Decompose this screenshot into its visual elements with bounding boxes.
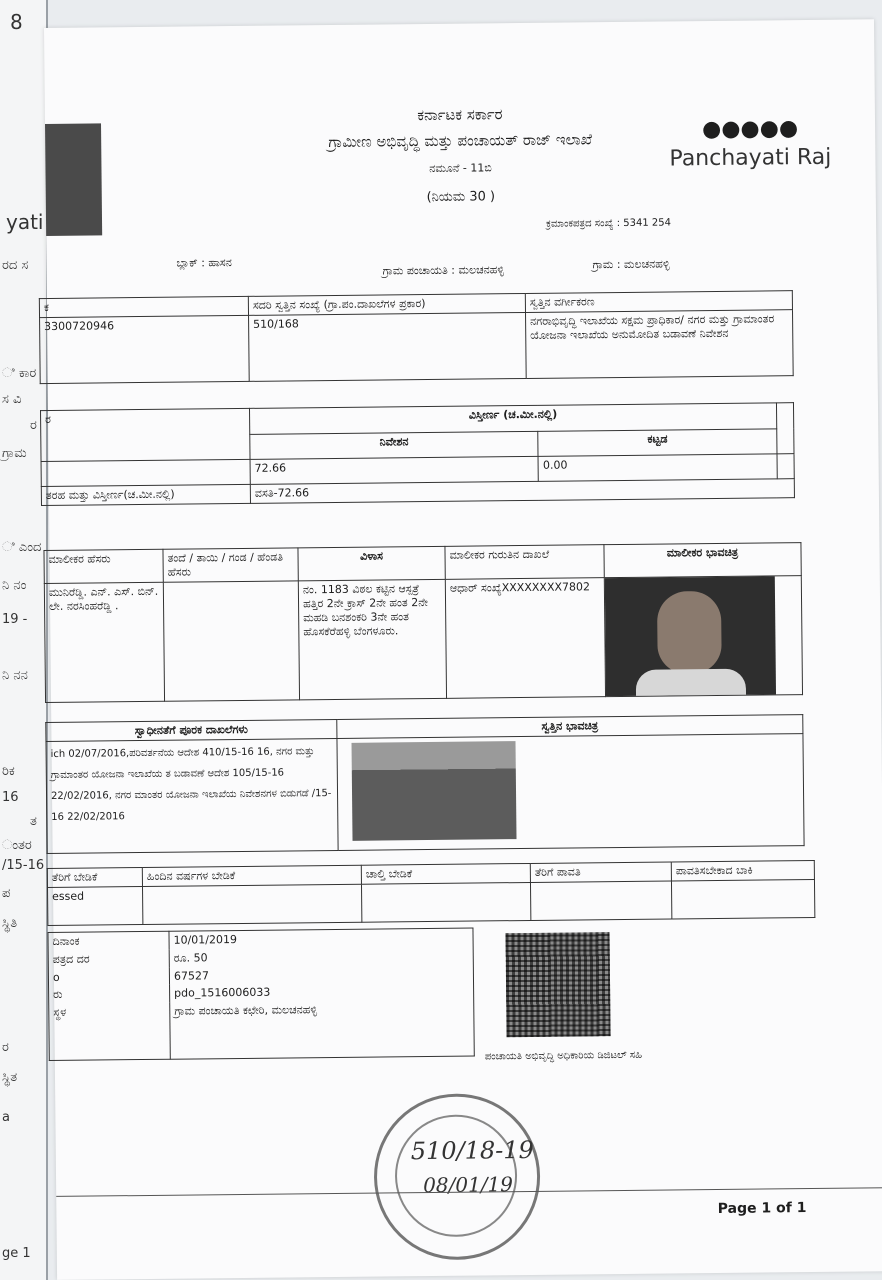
receipt-label: o <box>48 968 169 986</box>
strip-fragment: ಿ ಎಂದ <box>2 540 42 555</box>
office-seal-stamp <box>373 1093 541 1261</box>
area-table <box>40 402 795 506</box>
strip-fragment: ge 1 <box>2 1246 31 1261</box>
documents-header: ಸ್ವಾಧೀನತೆಗೆ ಪೂರಕ ದಾಖಲೆಗಳು <box>46 719 337 741</box>
panchayati-raj-logo <box>665 116 836 172</box>
area-row-label: ರ <box>41 408 251 461</box>
strip-fragment: /15-16 <box>2 858 45 873</box>
strip-fragment: ರ <box>2 1040 9 1055</box>
issue-details-table <box>47 928 474 1061</box>
property-details-table <box>39 290 794 384</box>
strip-fragment: ಸ್ಥಿತ <box>2 1070 18 1085</box>
page-number: Page 1 of 1 <box>717 1200 807 1218</box>
strip-fragment: ಪ <box>2 886 11 901</box>
current-demand-header: ಚಾಲ್ತಿ ಬೇಡಿಕೆ <box>361 863 530 884</box>
owner-id-document: ಆಧಾರ್ ಸಂಖ್ಯೆXXXXXXXX7802 <box>445 578 605 699</box>
relation-header: ತಂದೆ / ತಾಯಿ / ಗಂಡ / ಹೆಂಡತಿ ಹೆಸರು <box>163 548 298 582</box>
property-classification: ನಗರಾಭಿವೃದ್ಧಿ ಇಲಾಖೆಯ ಸಕ್ಷಮ ಪ್ರಾಧಿಕಾರ/ ನಗರ ಮತ್ತು ಗ್ರಾಮಾಂತರ ಯೋಜನಾ ಇಲಾಖೆಯ ಅನುಮೋದಿತ ಬಡಾವಣೆ ನಿವೇಶನ <box>526 310 794 379</box>
gram-panchayat-name: ಗ್ರಾಮ ಪಂಚಾಯತಿ : ಮಲಚನಹಳ್ಳಿ <box>382 263 505 278</box>
owner-name: ಮುನಿರೆಡ್ಡಿ. ಎನ್. ಎಸ್. ಬಿನ್. ಲೇ. ನರಸಿಂಹರೆಡ್ಡಿ . <box>44 582 164 702</box>
previous-demand-value <box>142 884 361 924</box>
building-area-value: 0.00 <box>538 454 777 481</box>
strip-fragment: 16 <box>2 790 19 805</box>
block-name: ಬ್ಲಾಕ್ : ಹಾಸನ <box>176 256 232 270</box>
village-name: ಗ್ರಾಮ : ಮಲಚನಹಳ್ಳಿ <box>592 257 670 272</box>
strip-fragment: ತ <box>30 814 37 829</box>
strip-fragment: 19 - <box>2 612 28 627</box>
owner-photo-header: ಮಾಲೀಕರ ಭಾವಚಿತ್ರ <box>604 543 801 578</box>
header-department: ಗ್ರಾಮೀಣ ಅಭಿವೃದ್ಧಿ ಮತ್ತು ಪಂಚಾಯತ್ ರಾಜ್ ಇಲಾಖೆ <box>328 130 593 152</box>
relation-name <box>163 581 299 701</box>
col-classification-header: ಸ್ವತ್ತಿನ ವರ್ಗೀಕರಣ <box>525 291 792 313</box>
col-property-id-header: ಕ <box>39 296 248 317</box>
previous-demand-header: ಹಿಂದಿನ ವರ್ಷಗಳ ಬೇಡಿಕೆ <box>142 865 361 886</box>
property-id: 3300720946 <box>40 315 250 383</box>
issue-date: 10/01/2019 <box>169 928 473 950</box>
strip-fragment: 8 <box>10 10 23 34</box>
area-values-label <box>41 459 250 486</box>
owner-shirt-image <box>636 669 746 696</box>
people-logo-icon: ●●●●● <box>701 116 799 143</box>
strip-fragment: ಸ ವಿ <box>2 392 22 407</box>
header-rule: (ನಿಯಮ 30 ) <box>426 189 496 206</box>
tax-paid-value <box>530 881 671 920</box>
property-photo-header: ಸ್ವತ್ತಿನ ಭಾವಚಿತ್ರ <box>337 715 803 739</box>
certificate-page <box>44 19 882 1280</box>
building-label: ಕಟ್ಟಡ <box>538 428 777 456</box>
strip-fragment: ನಿ ನನ <box>2 668 28 683</box>
property-photo <box>352 741 517 841</box>
strip-fragment: ಿ ಕಾರ <box>2 366 37 381</box>
user-id: pdo_1516006033 <box>170 982 474 1003</box>
digital-signature-label: ಪಂಚಾಯತಿ ಅಭಿವೃದ್ಧಿ ಅಧಿಕಾರಿಯ ಡಿಜಿಟಲ್ ಸಹಿ <box>484 1049 643 1063</box>
col-property-number-header: ಸದರಿ ಸ್ವತ್ತಿನ ಸಂಖ್ಯೆ (ಗ್ರಾ.ಪಂ.ದಾಖಲೆಗಳ ಪ್ರಕಾರ) <box>248 293 525 315</box>
owner-table <box>43 542 803 703</box>
tax-demand-value: essed <box>48 887 143 926</box>
area-header: ವಿಸ್ತೀರ್ಣ (ಚ.ಮೀ.ನಲ್ಲಿ) <box>249 403 776 434</box>
balance-due-header: ಪಾವತಿಸಬೇಕಾದ ಬಾಕಿ <box>671 860 814 880</box>
owner-photo <box>605 576 776 696</box>
seal-handwritten-number: 510/18-19 <box>410 1135 535 1166</box>
certificate-number: ಕ್ರಮಾಂಕಪತ್ರದ ಸಂಖ್ಯೆ : 5341 254 <box>546 217 672 230</box>
property-number: 510/168 <box>249 312 527 381</box>
place-label: ಸ್ಥಳ <box>49 1003 171 1060</box>
site-area-value: 72.66 <box>250 456 539 484</box>
tax-demand-header: ತೆರಿಗೆ ಬೇಡಿಕೆ <box>47 868 142 888</box>
receipt-number: 67527 <box>169 965 473 985</box>
strip-fragment: ನಿ ನಂ <box>2 578 27 593</box>
issue-place: ಗ್ರಾಮ ಪಂಚಾಯತಿ ಕಛೇರಿ, ಮಲಚನಹಳ್ಳಿ <box>170 1000 475 1059</box>
area-empty-cell <box>776 403 794 454</box>
address-header: ವಿಳಾಸ <box>298 546 445 581</box>
owner-name-header: ಮಾಲೀಕರ ಹೆಸರು <box>44 549 163 583</box>
previous-page-strip <box>0 0 48 1280</box>
area-values-empty <box>777 454 794 479</box>
header-form-number: ನಮೂನೆ - 11ಬಿ <box>429 161 492 175</box>
tax-table <box>47 860 816 926</box>
certificate-fee: ರೂ. 50 <box>169 947 473 968</box>
header-government: ಕರ್ನಾಟಕ ಸರ್ಕಾರ <box>417 105 503 125</box>
user-label: ರು <box>49 985 170 1004</box>
date-label: ದಿನಾಂಕ <box>48 931 169 951</box>
qr-code-icon <box>506 932 611 1037</box>
strip-fragment: ರಿಕ <box>2 764 15 779</box>
logo-text: Panchayati Raj <box>669 144 832 172</box>
strip-fragment: ಸ್ಥಿತಿ <box>2 916 18 931</box>
owner-id-header: ಮಾಲೀಕರ ಗುರುತಿನ ದಾಖಲೆ <box>445 545 604 580</box>
balance-due-value <box>671 879 814 918</box>
strip-fragment: yati <box>6 210 44 234</box>
strip-fragment: ರ <box>30 418 37 433</box>
site-label: ನಿವೇಶನ <box>250 431 539 460</box>
owner-address: ನಂ. 1183 ವಿಠಲ ಕಟ್ಟಿನ ಆಸ್ಪತ್ರೆ ಹತ್ತಿರ 2ನೇ ಕ್ರಾಸ್ 2ನೇ ಹಂತ 2ನೇ ಮಹಡಿ ಬನಶಂಕರಿ 3ನೇ ಹಂತ ಹೊಸಕೆರೆಹಳ್ಳಿ ಬೆಂಗಳೂರು. <box>298 579 446 700</box>
strip-fragment: ಗ್ರಾಮ <box>2 446 27 461</box>
strip-fragment: a <box>2 1110 10 1125</box>
tax-paid-header: ತೆರಿಗೆ ಪಾವತಿ <box>530 862 671 882</box>
type-area-label: ತರಹ ಮತ್ತು ವಿಸ್ತೀರ್ಣ(ಚ.ಮೀ.ನಲ್ಲಿ) <box>41 484 250 505</box>
fee-label: ಪತ್ರದ ದರ <box>48 950 169 969</box>
seal-handwritten-date: 08/01/19 <box>423 1172 514 1198</box>
owner-face-image <box>657 591 722 674</box>
current-demand-value <box>361 882 530 922</box>
documents-table <box>45 714 804 854</box>
supporting-documents: ich 02/07/2016,ಪರಿವರ್ತನೆಯ ಆದೇಶ 410/15-16 16, ನಗರ ಮತ್ತು ಗ್ರಾಮಾಂತರ ಯೋಜನಾ ಇಲಾಖೆಯ ತ ಬಡಾವಣೆ ಆದೇಶ 105/15-16 22/02/2016, ನಗರ ಮಾಂತರ ಯೋಜನಾ ಇಲಾಖೆಯ ನಿವೇಶನಗಳ ಬಿಡುಗಡೆ /15-16 22/02/2016 <box>46 738 338 853</box>
strip-fragment: ರದ ಸ <box>2 258 29 273</box>
strip-fragment: ಂತರ <box>2 838 32 853</box>
type-area-value: ವಸತಿ-72.66 <box>250 479 794 504</box>
